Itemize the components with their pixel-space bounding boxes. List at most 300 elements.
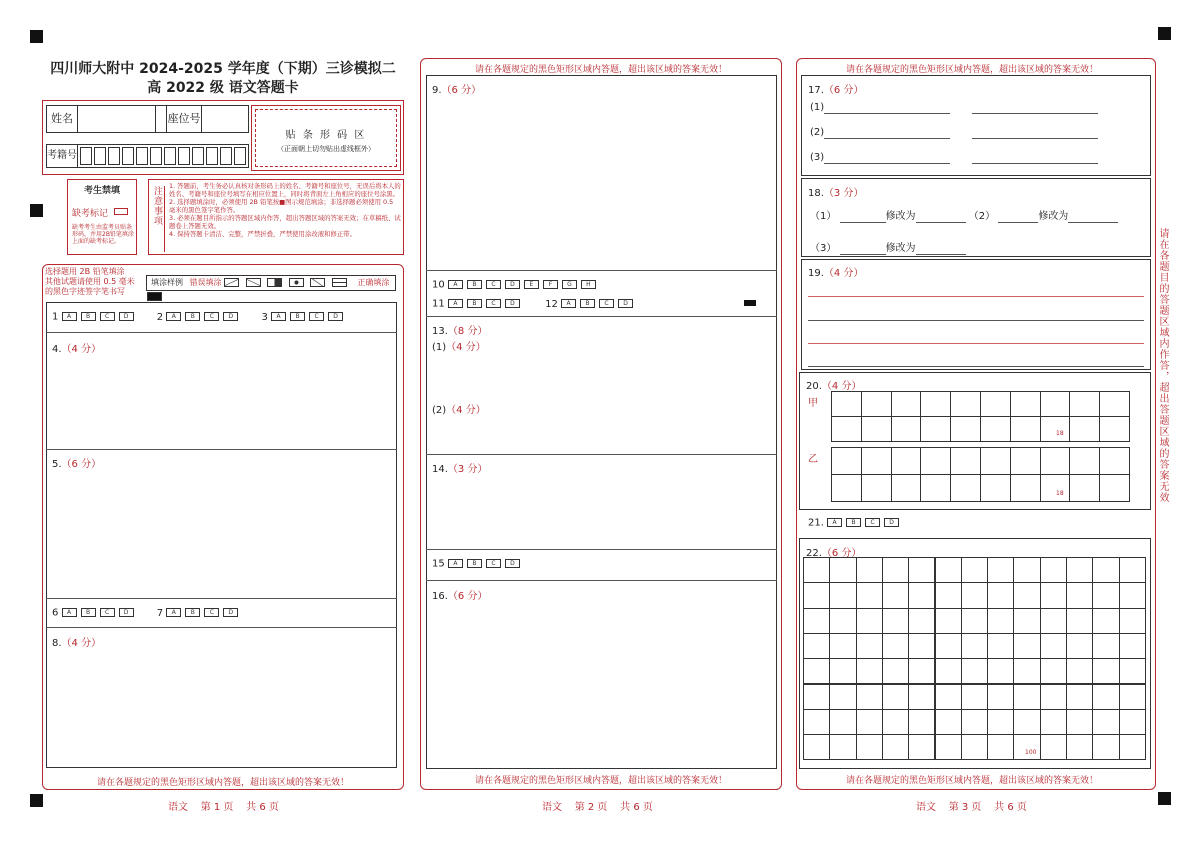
title-line-1: 四川师大附中 2024-2025 学年度（下期）三诊模拟二 bbox=[50, 61, 396, 77]
grid-cell[interactable] bbox=[1066, 633, 1093, 659]
q18-blank-2b[interactable] bbox=[1068, 211, 1118, 223]
alignment-mark-top-left bbox=[30, 30, 43, 43]
grid-cell[interactable] bbox=[803, 557, 830, 583]
q2-option-b[interactable]: B bbox=[185, 312, 200, 321]
col2-bottom-warning: 请在各题规定的黑色矩形区域内答题，超出该区域的答案无效！ bbox=[474, 776, 727, 786]
grid-cell[interactable] bbox=[1010, 447, 1041, 475]
grid-cell[interactable] bbox=[950, 416, 981, 442]
q5-number: 5. bbox=[52, 459, 62, 470]
exam-no-cell[interactable] bbox=[220, 147, 232, 165]
q18-part2: （2） bbox=[968, 211, 996, 222]
q13-score: （8 分） bbox=[447, 326, 488, 337]
name-label: 姓名 bbox=[47, 106, 78, 132]
grid-cell[interactable] bbox=[1066, 684, 1093, 710]
grid-cell[interactable] bbox=[861, 474, 892, 502]
grid-cell[interactable] bbox=[961, 734, 988, 760]
grid-cell[interactable] bbox=[882, 608, 909, 634]
q6-options[interactable] bbox=[62, 607, 138, 618]
q21-number: 21. bbox=[808, 517, 824, 529]
q20-jia-label: 甲 bbox=[808, 398, 818, 409]
q11-number: 11 bbox=[432, 298, 445, 310]
q1-option-b[interactable]: B bbox=[81, 312, 96, 321]
grid-cell[interactable] bbox=[980, 447, 1011, 475]
q15-option-c[interactable]: C bbox=[486, 559, 501, 568]
q12-option-c[interactable]: C bbox=[599, 299, 614, 308]
grid-cell[interactable] bbox=[980, 474, 1011, 502]
q15-row bbox=[432, 558, 524, 570]
grid-cell[interactable] bbox=[1066, 557, 1093, 583]
q10-option-e[interactable]: E bbox=[524, 280, 539, 289]
q7-option-d[interactable]: D bbox=[223, 608, 238, 617]
grid-cell[interactable] bbox=[1040, 447, 1071, 475]
grid-cell[interactable] bbox=[829, 633, 856, 659]
q18-label bbox=[808, 184, 863, 199]
q21-option-d[interactable]: D bbox=[884, 518, 899, 527]
q12-option-b[interactable]: B bbox=[580, 299, 595, 308]
q11-options[interactable] bbox=[448, 298, 524, 309]
grid-cell[interactable] bbox=[1040, 633, 1067, 659]
grid-cell[interactable] bbox=[882, 633, 909, 659]
exam-no-cell[interactable] bbox=[94, 147, 106, 165]
grid-cell[interactable] bbox=[1010, 416, 1041, 442]
grid-cell[interactable] bbox=[1040, 474, 1071, 502]
absent-label: 缺考标记 bbox=[72, 209, 109, 219]
grid-cell[interactable] bbox=[908, 582, 935, 608]
q3-option-d[interactable]: D bbox=[328, 312, 343, 321]
grid-cell[interactable] bbox=[908, 684, 935, 710]
grid-cell[interactable] bbox=[1013, 734, 1040, 760]
q3-option-b[interactable]: B bbox=[290, 312, 305, 321]
exam-no-cell[interactable] bbox=[206, 147, 218, 165]
grid-cell[interactable] bbox=[1010, 474, 1041, 502]
grid-cell[interactable] bbox=[987, 658, 1014, 684]
grid-cell[interactable] bbox=[856, 557, 883, 583]
notice-box bbox=[148, 179, 404, 255]
fill-sample-label: 填涂样例 bbox=[151, 278, 183, 287]
q10-option-f[interactable]: F bbox=[543, 280, 558, 289]
q12-options[interactable] bbox=[561, 298, 637, 309]
exam-no-cell[interactable] bbox=[164, 147, 176, 165]
grid-cell[interactable] bbox=[980, 391, 1011, 417]
q2-option-a[interactable]: A bbox=[166, 312, 181, 321]
right-sample-icon bbox=[147, 292, 162, 301]
q10-option-d[interactable]: D bbox=[505, 280, 520, 289]
grid-cell[interactable] bbox=[1013, 709, 1040, 735]
grid-cell[interactable] bbox=[1040, 582, 1067, 608]
grid-cell[interactable] bbox=[935, 658, 962, 684]
grid-cell[interactable] bbox=[856, 658, 883, 684]
grid-cell[interactable] bbox=[803, 633, 830, 659]
grid-cell[interactable] bbox=[803, 684, 830, 710]
grid-cell[interactable] bbox=[856, 582, 883, 608]
q15-option-d[interactable]: D bbox=[505, 559, 520, 568]
grid-cell[interactable] bbox=[950, 447, 981, 475]
grid-cell[interactable] bbox=[891, 474, 922, 502]
grid-cell[interactable] bbox=[1119, 608, 1146, 634]
grid-cell[interactable] bbox=[829, 582, 856, 608]
grid-cell[interactable] bbox=[908, 633, 935, 659]
grid-cell[interactable] bbox=[987, 633, 1014, 659]
grid-cell[interactable] bbox=[961, 633, 988, 659]
q19-line-1[interactable] bbox=[808, 296, 1144, 297]
q21-option-a[interactable]: A bbox=[827, 518, 842, 527]
q19-line-3[interactable] bbox=[808, 343, 1144, 344]
q9-score: （6 分） bbox=[441, 85, 482, 96]
q10-option-b[interactable]: B bbox=[467, 280, 482, 289]
fill-instr-line3: 的黑色字迹签字笔书写 bbox=[45, 287, 125, 296]
grid-cell[interactable] bbox=[861, 391, 892, 417]
grid-cell[interactable] bbox=[856, 734, 883, 760]
grid-cell[interactable] bbox=[1040, 608, 1067, 634]
grid-cell[interactable] bbox=[908, 709, 935, 735]
grid-cell[interactable] bbox=[1013, 608, 1040, 634]
grid-cell[interactable] bbox=[1119, 709, 1146, 735]
grid-cell[interactable] bbox=[1092, 557, 1119, 583]
grid-cell[interactable] bbox=[829, 684, 856, 710]
grid-cell[interactable] bbox=[961, 557, 988, 583]
q15-option-b[interactable]: B bbox=[467, 559, 482, 568]
q13-part1-answer-area[interactable] bbox=[426, 350, 777, 400]
grid-cell[interactable] bbox=[1013, 557, 1040, 583]
q2-option-d[interactable]: D bbox=[223, 312, 238, 321]
q17-line-1a[interactable] bbox=[824, 113, 950, 114]
q6-option-c[interactable]: C bbox=[100, 608, 115, 617]
q17-line-3b[interactable] bbox=[972, 163, 1098, 164]
grid-cell[interactable] bbox=[882, 658, 909, 684]
q11-option-d[interactable]: D bbox=[505, 299, 520, 308]
q20-jia-grid[interactable] bbox=[831, 391, 1131, 441]
q8-answer-area[interactable] bbox=[46, 628, 397, 768]
grid-cell[interactable] bbox=[803, 709, 830, 735]
q17-line-2b[interactable] bbox=[972, 138, 1098, 139]
grid-cell[interactable] bbox=[961, 608, 988, 634]
grid-cell[interactable] bbox=[856, 608, 883, 634]
grid-cell[interactable] bbox=[935, 734, 962, 760]
grid-cell[interactable] bbox=[961, 709, 988, 735]
q21-option-b[interactable]: B bbox=[846, 518, 861, 527]
grid-cell[interactable] bbox=[861, 416, 892, 442]
q13-label bbox=[432, 322, 487, 337]
q10-options[interactable] bbox=[448, 279, 600, 290]
grid-cell[interactable] bbox=[1040, 684, 1067, 710]
q17-number: 17. bbox=[808, 85, 824, 96]
q11-option-a[interactable]: A bbox=[448, 299, 463, 308]
grid-cell[interactable] bbox=[920, 474, 951, 502]
grid-cell[interactable] bbox=[803, 608, 830, 634]
q13-part2-answer-area[interactable] bbox=[426, 413, 777, 454]
q16-answer-area[interactable] bbox=[426, 581, 777, 769]
forbidden-title: 考生禁填 bbox=[83, 186, 120, 196]
grid-cell[interactable] bbox=[829, 658, 856, 684]
exam-no-cell[interactable] bbox=[150, 147, 162, 165]
grid-cell[interactable] bbox=[1092, 633, 1119, 659]
grid-cell[interactable] bbox=[1119, 582, 1146, 608]
grid-cell[interactable] bbox=[1092, 658, 1119, 684]
grid-cell[interactable] bbox=[1069, 416, 1100, 442]
q17-label bbox=[808, 81, 863, 96]
q15-options[interactable] bbox=[448, 558, 524, 569]
grid-cell[interactable] bbox=[856, 709, 883, 735]
grid-cell[interactable] bbox=[908, 557, 935, 583]
q7-option-b[interactable]: B bbox=[185, 608, 200, 617]
q10-option-g[interactable]: G bbox=[562, 280, 577, 289]
grid-cell[interactable] bbox=[1040, 709, 1067, 735]
fill-instr-line2: 其他试题请使用 0.5 毫米 bbox=[45, 277, 135, 286]
footer-page-1: 语文 第 1 页 共 6 页 bbox=[168, 802, 279, 813]
q12-number: 12 bbox=[545, 298, 558, 310]
q1-option-d[interactable]: D bbox=[119, 312, 134, 321]
absent-checkbox[interactable] bbox=[114, 208, 128, 215]
grid-cell[interactable] bbox=[935, 557, 962, 583]
grid-cell[interactable] bbox=[1099, 447, 1130, 475]
q19-number: 19. bbox=[808, 268, 824, 279]
grid-cell[interactable] bbox=[882, 734, 909, 760]
q14-score: （3 分） bbox=[447, 464, 488, 475]
exam-no-cell[interactable] bbox=[80, 147, 92, 165]
grid-cell[interactable] bbox=[1099, 474, 1130, 502]
grid-cell[interactable] bbox=[987, 734, 1014, 760]
q6-option-d[interactable]: D bbox=[119, 608, 134, 617]
q16-number: 16. bbox=[432, 591, 448, 602]
grid-cell[interactable] bbox=[882, 684, 909, 710]
grid-cell[interactable] bbox=[961, 582, 988, 608]
grid-cell[interactable] bbox=[1099, 391, 1130, 417]
grid-cell[interactable] bbox=[1119, 557, 1146, 583]
grid-cell[interactable] bbox=[987, 684, 1014, 710]
grid-cell[interactable] bbox=[987, 608, 1014, 634]
grid-cell[interactable] bbox=[803, 658, 830, 684]
q6-7-row bbox=[52, 607, 242, 619]
q19-line-4[interactable] bbox=[808, 366, 1144, 367]
q22-number: 22. bbox=[806, 548, 822, 559]
grid-cell[interactable] bbox=[829, 709, 856, 735]
q17-line-1b[interactable] bbox=[972, 113, 1098, 114]
grid-cell[interactable] bbox=[908, 658, 935, 684]
grid-cell[interactable] bbox=[1119, 734, 1146, 760]
q18-blank-1a[interactable] bbox=[840, 211, 886, 223]
exam-no-cell[interactable] bbox=[234, 147, 246, 165]
exam-no-cell[interactable] bbox=[122, 147, 134, 165]
grid-cell[interactable] bbox=[935, 582, 962, 608]
grid-cell[interactable] bbox=[920, 391, 951, 417]
title-line-2: 高 2022 级 语文答题卡 bbox=[147, 80, 299, 96]
q2-options[interactable] bbox=[166, 311, 242, 322]
q11-option-c[interactable]: C bbox=[486, 299, 501, 308]
grid-cell[interactable] bbox=[1066, 608, 1093, 634]
grid-cell[interactable] bbox=[856, 633, 883, 659]
q10-option-h[interactable]: H bbox=[581, 280, 596, 289]
name-field[interactable] bbox=[78, 106, 156, 132]
q20-label bbox=[806, 377, 861, 392]
grid-cell[interactable] bbox=[935, 633, 962, 659]
grid-cell[interactable] bbox=[1066, 582, 1093, 608]
grid-cell[interactable] bbox=[1040, 416, 1071, 442]
grid-cell[interactable] bbox=[961, 658, 988, 684]
grid-cell[interactable] bbox=[1069, 391, 1100, 417]
q18-blank-1b[interactable] bbox=[916, 211, 966, 223]
grid-cell[interactable] bbox=[987, 709, 1014, 735]
q13-part1-number: (1) bbox=[432, 342, 447, 353]
barcode-area bbox=[251, 105, 401, 171]
q11-option-b[interactable]: B bbox=[467, 299, 482, 308]
grid-cell[interactable] bbox=[1040, 658, 1067, 684]
grid-cell[interactable] bbox=[908, 608, 935, 634]
q19-line-2[interactable] bbox=[808, 320, 1144, 321]
q17-part3: (3) bbox=[810, 152, 825, 163]
notice-item: 1. 答题前，考生务必认真核对条形码上的姓名、考籍号和座位号，无误后将本人的姓名、考籍号和座位号填写在相应位置上，同时将背面左上角相应的座位号涂黑。 bbox=[169, 182, 401, 198]
grid-cell[interactable] bbox=[1013, 658, 1040, 684]
q9-answer-area[interactable] bbox=[426, 76, 777, 270]
q17-part1: (1) bbox=[810, 102, 825, 113]
grid-cell[interactable] bbox=[803, 582, 830, 608]
q7-options[interactable] bbox=[166, 607, 242, 618]
q3-option-a[interactable]: A bbox=[271, 312, 286, 321]
notice-items bbox=[169, 182, 401, 238]
grid-cell[interactable] bbox=[803, 734, 830, 760]
grid-cell[interactable] bbox=[1092, 608, 1119, 634]
q3-number: 3 bbox=[261, 311, 268, 323]
q22-writing-grid[interactable] bbox=[803, 557, 1147, 762]
q15-number: 15 bbox=[432, 558, 445, 570]
q20-yi-count: 18 bbox=[1056, 490, 1064, 497]
grid-cell[interactable] bbox=[1040, 391, 1071, 417]
grid-cell[interactable] bbox=[856, 684, 883, 710]
q1-options[interactable] bbox=[62, 311, 138, 322]
q20-yi-grid[interactable] bbox=[831, 447, 1131, 502]
seat-field[interactable] bbox=[202, 106, 248, 132]
exam-no-cell[interactable] bbox=[108, 147, 120, 165]
grid-cell[interactable] bbox=[882, 557, 909, 583]
grid-cell[interactable] bbox=[891, 447, 922, 475]
q18-blank-3b[interactable] bbox=[916, 243, 966, 255]
right-fill-label: 正确填涂 bbox=[357, 278, 390, 287]
q1-option-c[interactable]: C bbox=[100, 312, 115, 321]
q18-blank-2a[interactable] bbox=[998, 211, 1038, 223]
q12-option-a[interactable]: A bbox=[561, 299, 576, 308]
q21-options[interactable] bbox=[827, 517, 903, 528]
fill-instructions bbox=[45, 267, 135, 297]
grid-cell[interactable] bbox=[950, 474, 981, 502]
grid-cell[interactable] bbox=[1040, 734, 1067, 760]
q7-option-a[interactable]: A bbox=[166, 608, 181, 617]
q9-number: 9. bbox=[432, 85, 442, 96]
grid-cell[interactable] bbox=[950, 391, 981, 417]
q1-option-a[interactable]: A bbox=[62, 312, 77, 321]
q3-option-c[interactable]: C bbox=[309, 312, 324, 321]
col2-top-warning: 请在各题规定的黑色矩形区域内答题，超出该区域的答案无效！ bbox=[474, 65, 727, 75]
grid-cell[interactable] bbox=[1092, 582, 1119, 608]
grid-cell[interactable] bbox=[831, 474, 862, 502]
q7-option-c[interactable]: C bbox=[204, 608, 219, 617]
q5-answer-area[interactable] bbox=[46, 450, 397, 598]
q18-row-1 bbox=[810, 207, 1140, 223]
q10-option-c[interactable]: C bbox=[486, 280, 501, 289]
col1-bottom-warning: 请在各题规定的黑色矩形区域内答题，超出该区域的答案无效！ bbox=[96, 778, 349, 788]
grid-cell[interactable] bbox=[961, 684, 988, 710]
grid-cell[interactable] bbox=[1092, 734, 1119, 760]
grid-cell[interactable] bbox=[1069, 474, 1100, 502]
grid-cell[interactable] bbox=[829, 734, 856, 760]
exam-no-cells[interactable] bbox=[80, 147, 248, 165]
q21-option-c[interactable]: C bbox=[865, 518, 880, 527]
grid-cell[interactable] bbox=[831, 447, 862, 475]
q17-line-2a[interactable] bbox=[824, 138, 950, 139]
q4-number: 4. bbox=[52, 344, 62, 355]
q19-label bbox=[808, 264, 863, 279]
wrong-sample-check-icon bbox=[310, 278, 325, 287]
q15-option-a[interactable]: A bbox=[448, 559, 463, 568]
grid-cell[interactable] bbox=[1069, 447, 1100, 475]
exam-no-cell[interactable] bbox=[178, 147, 190, 165]
grid-cell[interactable] bbox=[1119, 684, 1146, 710]
grid-cell[interactable] bbox=[935, 709, 962, 735]
grid-cell[interactable] bbox=[935, 608, 962, 634]
grid-cell[interactable] bbox=[1092, 709, 1119, 735]
grid-cell[interactable] bbox=[829, 608, 856, 634]
q17-line-3a[interactable] bbox=[824, 163, 950, 164]
q3-options[interactable] bbox=[271, 311, 347, 322]
footer-page-2: 语文 第 2 页 共 6 页 bbox=[542, 802, 653, 813]
grid-cell[interactable] bbox=[882, 709, 909, 735]
grid-cell[interactable] bbox=[1092, 684, 1119, 710]
grid-cell[interactable] bbox=[1013, 633, 1040, 659]
grid-cell[interactable] bbox=[920, 416, 951, 442]
q6-option-a[interactable]: A bbox=[62, 608, 77, 617]
grid-cell[interactable] bbox=[908, 734, 935, 760]
grid-cell[interactable] bbox=[1119, 633, 1146, 659]
grid-cell[interactable] bbox=[1066, 709, 1093, 735]
q10-option-a[interactable]: A bbox=[448, 280, 463, 289]
q18-number: 18. bbox=[808, 188, 824, 199]
grid-cell[interactable] bbox=[831, 416, 862, 442]
q2-option-c[interactable]: C bbox=[204, 312, 219, 321]
q18-change-3: 修改为 bbox=[885, 243, 916, 254]
grid-cell[interactable] bbox=[829, 557, 856, 583]
grid-cell[interactable] bbox=[1099, 416, 1130, 442]
q4-answer-area[interactable] bbox=[46, 333, 397, 449]
grid-cell[interactable] bbox=[882, 582, 909, 608]
grid-cell[interactable] bbox=[987, 557, 1014, 583]
grid-cell[interactable] bbox=[1013, 582, 1040, 608]
exam-no-cell[interactable] bbox=[136, 147, 148, 165]
grid-cell[interactable] bbox=[861, 447, 892, 475]
q18-blank-3a[interactable] bbox=[840, 243, 886, 255]
notice-label: 注意事项 bbox=[151, 186, 165, 252]
q20-yi-label: 乙 bbox=[808, 454, 818, 465]
q14-answer-area[interactable] bbox=[426, 455, 777, 549]
notice-item: 2. 选择题填涂时，必须使用 2B 铅笔按■图示规范填涂；非选择题必须使用 0.5 毫米的黑色签字笔作答。 bbox=[169, 198, 394, 214]
grid-cell[interactable] bbox=[935, 684, 962, 710]
grid-cell[interactable] bbox=[920, 447, 951, 475]
q6-option-b[interactable]: B bbox=[81, 608, 96, 617]
grid-cell[interactable] bbox=[1066, 734, 1093, 760]
grid-cell[interactable] bbox=[1119, 658, 1146, 684]
grid-cell[interactable] bbox=[1010, 391, 1041, 417]
grid-cell[interactable] bbox=[1040, 557, 1067, 583]
grid-cell[interactable] bbox=[1013, 684, 1040, 710]
col3-bottom-warning: 请在各题规定的黑色矩形区域内答题，超出该区域的答案无效！ bbox=[845, 776, 1098, 786]
q18-part1: （1） bbox=[810, 211, 837, 222]
grid-cell[interactable] bbox=[1066, 658, 1093, 684]
grid-cell[interactable] bbox=[831, 391, 862, 417]
grid-cell[interactable] bbox=[891, 416, 922, 442]
grid-cell[interactable] bbox=[891, 391, 922, 417]
exam-no-cell[interactable] bbox=[192, 147, 204, 165]
barcode-title: 贴 条 形 码 区 bbox=[285, 130, 367, 141]
grid-cell[interactable] bbox=[980, 416, 1011, 442]
q12-option-d[interactable]: D bbox=[618, 299, 633, 308]
grid-cell[interactable] bbox=[987, 582, 1014, 608]
